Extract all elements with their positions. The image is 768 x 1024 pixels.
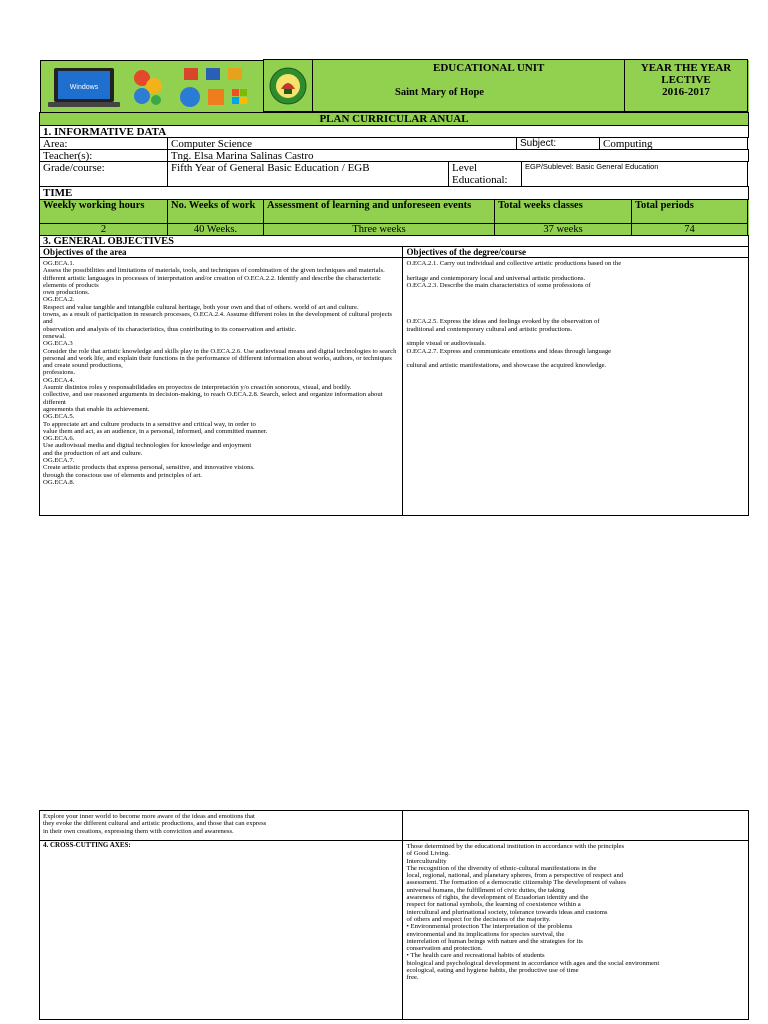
- colorful-mascot-icon: [128, 66, 168, 108]
- axes-line: assessment. The formation of a democratic citizenship The development of values: [406, 879, 626, 887]
- educational-unit-label: EDUCATIONAL UNIT: [433, 62, 545, 74]
- area-objective-line: Asumir distintos roles y responsabilidades en proyectos de interpretación y/o creación sonorous, visual, and bodily.: [43, 384, 352, 392]
- degree-objective-line: [406, 311, 745, 318]
- informative-heading: 1. INFORMATIVE DATA: [39, 125, 749, 138]
- level-value: EGP/Sublevel: Basic General Education: [521, 161, 748, 187]
- assessment-value: Three weeks: [263, 223, 495, 236]
- intro-line: Explore your inner world to become more aware of the ideas and emotions that: [43, 813, 255, 820]
- degree-objective-line: O.ECA.2.1. Carry out individual and collective artistic productions based on the: [406, 260, 622, 267]
- software-logos: [40, 60, 264, 113]
- area-objective-line: OG.ECA.7.: [43, 457, 75, 465]
- intro-right-empty: [402, 810, 749, 841]
- area-objective-line: Respect and value tangible and intangible cultural heritage, both your own and that of others. world of art and culture.: [43, 303, 359, 311]
- weeks-work-value: 40 Weeks.: [167, 223, 264, 236]
- intro-line: they evoke the different cultural and artistic productions, and those that can express: [43, 820, 267, 828]
- axes-heading: 4. CROSS-CUTTING AXES:: [43, 841, 131, 849]
- degree-objective-line: [406, 267, 745, 274]
- school-name: Saint Mary of Hope: [395, 87, 484, 98]
- area-objective-line: renewal.: [43, 332, 66, 340]
- area-label: Area:: [39, 137, 168, 150]
- school-name-cell: [312, 59, 625, 112]
- year-label: YEAR THE YEAR: [640, 62, 732, 74]
- area-objective-line: and the production of art and culture.: [43, 449, 143, 457]
- axes-line: interrelation of human beings with nature and the strategies for its: [406, 937, 583, 945]
- axes-line: free.: [406, 974, 419, 982]
- axes-line: Those determined by the educational institution in accordance with the principles: [406, 843, 625, 850]
- degree-objective-line: cultural and artistic manifestations, and showcase the acquired knowledge.: [406, 362, 607, 370]
- axes-line: respect for national symbols, the learning of coexistence within a: [406, 901, 581, 909]
- area-objective-line: professions.: [43, 369, 76, 377]
- weeks-work-header: No. Weeks of work: [167, 199, 264, 224]
- intro-row: [40, 811, 749, 841]
- area-objective-line: OG.ECA.1.: [43, 260, 75, 267]
- total-weeks-header: Total weeks classes: [494, 199, 632, 224]
- area-objective-line: value them and act, as an audience, in a personal, informed, and committed manner.: [43, 427, 268, 435]
- degree-objective-line: traditional and contemporary cultural and artistic productions.: [406, 325, 573, 333]
- area-objective-line: agreements that enable its achievement.: [43, 405, 150, 413]
- time-values-row: [40, 224, 749, 236]
- area-objective-line: different artistic languages in processes of interpretation and/or creation of O.ECA.2.2. Identify and describe the characteristic elements of products: [43, 274, 382, 289]
- axes-line: local, regional, national, and planetary spheres, from a perspective of respect and: [406, 872, 624, 880]
- plan-title: PLAN CURRICULAR ANUAL: [39, 112, 749, 126]
- degree-objective-line: simple visual or audiovisuals.: [406, 340, 486, 348]
- axes-line: Interculturality: [406, 857, 447, 865]
- area-objectives-text: [39, 257, 403, 516]
- axes-line: of others and respect for the decisions of the majority.: [406, 915, 551, 923]
- objectives-body-row: [40, 258, 749, 516]
- header-row: [40, 60, 749, 113]
- weekly-hours-value: 2: [39, 223, 168, 236]
- axes-text: [402, 840, 749, 1020]
- axes-line: • The health care and recreational habits of students: [406, 952, 545, 960]
- degree-objective-line: O.ECA.2.3. Describe the main characteristics of some professions of: [406, 281, 591, 289]
- degree-objective-line: heritage and contemporary local and universal artistic productions.: [406, 274, 586, 282]
- objectives-heading: 3. GENERAL OBJECTIVES: [39, 235, 749, 247]
- axes-line: of Good Living.: [406, 850, 450, 858]
- intro-text: [39, 810, 403, 841]
- area-objective-line: Create artistic products that express personal, sensitive, and innovative visions.: [43, 464, 255, 472]
- total-weeks-value: 37 weeks: [494, 223, 632, 236]
- teacher-label: Teacher(s):: [39, 149, 168, 162]
- svg-text:Windows: Windows: [69, 83, 99, 91]
- office-apps-icons: [176, 65, 256, 109]
- time-heading: TIME: [39, 186, 749, 200]
- degree-objective-line: O.ECA.2.5. Express the ideas and feelings evoked by the observation of: [406, 318, 600, 326]
- area-objective-line: through the conscious use of elements and principles of art.: [43, 471, 202, 479]
- page-two-fragment: [40, 811, 749, 1020]
- teacher-value: Tng. Elsa Marina Salinas Castro: [167, 149, 749, 162]
- time-header-row: [40, 200, 749, 224]
- axes-left: [39, 840, 403, 1020]
- area-objective-line: To appreciate art and culture products in a sensitive and critical way, in order to: [43, 420, 256, 428]
- area-objective-line: Use audiovisual media and digital technologies for knowledge and enjoyment: [43, 442, 252, 450]
- area-objective-line: collective, and use reasoned arguments in decision-making, to reach O.ECA.2.8. Search, select and organize information about different: [43, 391, 383, 406]
- area-objective-line: Assess the possibilities and limitations of materials, tools, and techniques of combination of the given techniques and materials.: [43, 267, 385, 275]
- laptop-icon: [48, 66, 120, 108]
- axes-line: biological and psychological development in accordance with ages and the social environment: [406, 959, 660, 967]
- year-range: 2016-2017: [662, 86, 710, 98]
- grade-row: [40, 162, 749, 187]
- area-objective-line: Consider the role that artistic knowledge and skills play in the O.ECA.2.6. Use audiovisual means and digital technologies to search: [43, 347, 397, 355]
- area-objective-line: OG.ECA.2.: [43, 296, 75, 304]
- curriculum-plan-page: [40, 60, 749, 516]
- area-objective-line: OG.ECA.3: [43, 340, 73, 348]
- area-objectives-header: Objectives of the area: [39, 246, 403, 258]
- axes-line: ecological, eating and hygiene habits, the productive use of time: [406, 967, 579, 975]
- axes-line: intercultural and plurinational society, tolerance towards ideas and customs: [406, 908, 608, 916]
- degree-objectives-header: Objectives of the degree/course: [402, 246, 749, 258]
- area-objective-line: OG.ECA.6.: [43, 435, 75, 443]
- subject-label: Subject:: [516, 137, 600, 150]
- year-cell: [624, 59, 748, 112]
- area-objective-line: observation and analysis of its characteristics, thus contributing to its conservation and artistic.: [43, 325, 297, 333]
- school-crest-icon: [269, 67, 307, 105]
- axes-line: The recognition of the diversity of ethnic-cultural manifestations in the: [406, 864, 597, 872]
- area-objective-line: OG.ECA.8.: [43, 478, 75, 486]
- grade-label: Grade/course:: [39, 161, 168, 187]
- level-label: Level Educational:: [448, 161, 522, 187]
- area-objective-line: personal and work life, and explain their functions in the performance of different information about works, authors, or techniques and create sound productions,: [43, 354, 392, 370]
- total-periods-value: 74: [631, 223, 748, 236]
- degree-objective-line: [406, 296, 745, 303]
- intro-line: in their own creations, expressing them with conviction and awareness.: [43, 827, 234, 835]
- area-objective-line: own productions.: [43, 289, 90, 297]
- axes-row: [40, 841, 749, 1020]
- area-objective-line: OG.ECA.5.: [43, 413, 75, 421]
- total-periods-header: Total periods: [631, 199, 748, 224]
- degree-objective-line: [406, 304, 745, 311]
- subject-value: Computing: [599, 137, 748, 150]
- axes-line: conservation and protection.: [406, 945, 483, 953]
- degree-objective-line: [406, 355, 745, 362]
- area-objective-line: OG.ECA.4.: [43, 376, 75, 384]
- degree-objective-line: [406, 289, 745, 296]
- area-objective-line: towns, as a result of participation in research processes, O.ECA.2.4. Assume different roles in the development of cultural projects and: [43, 311, 393, 326]
- area-value: Computer Science: [167, 137, 517, 150]
- school-crest-cell: [263, 59, 313, 112]
- degree-objective-line: O.ECA.2.7. Express and communicate emotions and ideas through language: [406, 347, 612, 355]
- weekly-hours-header: Weekly working hours: [39, 199, 168, 224]
- grade-value: Fifth Year of General Basic Education / EGB: [167, 161, 449, 187]
- axes-line: universal humans, the fulfillment of civic duties, the taking: [406, 886, 565, 894]
- axes-line: awareness of rights, the development of Ecuadorian identity and the: [406, 894, 589, 902]
- degree-objectives-text: [402, 257, 749, 516]
- lective-label: LECTIVE: [661, 74, 711, 86]
- axes-line: • Environmental protection The interpretation of the problems: [406, 923, 573, 931]
- assessment-header: Assessment of learning and unforeseen events: [263, 199, 495, 224]
- degree-objective-line: [406, 333, 745, 340]
- axes-line: environmental and its implications for species survival, the: [406, 930, 565, 938]
